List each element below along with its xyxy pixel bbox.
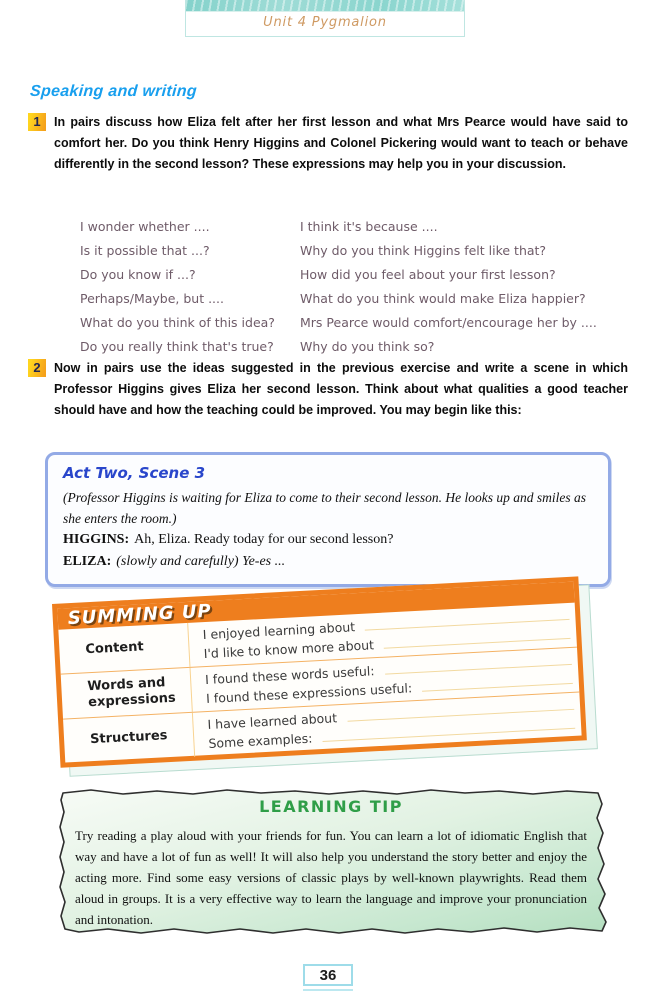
exercise-2-number-badge: 2 [28, 359, 46, 377]
row-label: Structures [63, 713, 195, 764]
dialogue-text: Ah, Eliza. Ready today for our second lesson? [134, 532, 394, 547]
learning-tip-title: LEARNING TIP [259, 797, 403, 816]
expression-item: What do you think would make Eliza happier? [300, 291, 586, 306]
expression-item: Is it possible that ...? [80, 243, 210, 258]
dialogue-line [63, 529, 593, 551]
expression-item: I think it's because .... [300, 219, 438, 234]
summing-up-card [52, 576, 587, 767]
summing-up-table [58, 600, 581, 764]
unit-title: Unit 4 Pygmalion [263, 15, 387, 30]
expression-item: How did you feel about your first lesson? [300, 267, 556, 282]
exercise-1-number-badge: 1 [28, 113, 46, 131]
summing-up-title: SUMMING UP [67, 600, 213, 630]
expression-item: Why do you think so? [300, 339, 435, 354]
expressions-list-right [300, 215, 597, 359]
exercise-1 [28, 112, 628, 175]
exercise-2 [28, 358, 628, 421]
expression-item: Do you really think that's true? [80, 339, 274, 354]
expressions-list-left [80, 215, 275, 359]
dialogue-speaker: ELIZA: [63, 554, 112, 569]
unit-header [185, 0, 465, 37]
row-label: Content [58, 623, 190, 674]
row-line-text: Some examples: [208, 730, 313, 751]
page-number: 36 [303, 964, 353, 986]
row-line-text: I found these words useful: [204, 663, 375, 688]
learning-tip-content [75, 792, 587, 930]
expression-item: Do you know if ...? [80, 267, 196, 282]
dialogue-line [63, 551, 593, 573]
expression-item: I wonder whether .... [80, 219, 210, 234]
expression-item: Perhaps/Maybe, but .... [80, 291, 224, 306]
row-line-text: I'd like to know more about [203, 637, 375, 662]
row-line-text: I have learned about [207, 710, 338, 733]
learning-tip-body: Try reading a play aloud with your friends for fun. You can learn a lot of idiomatic English that way and have a lot of fun as well! It will also help you understand the story better and enjoy the acting more. Find some easy versions of classic plays by well-known playwrights. Read them aloud in groups. It is a very effective way to learn the language and improve your pronunciation and intonation. [75, 828, 587, 927]
row-line-text: I found these expressions useful: [205, 680, 413, 707]
row-label: Words and expressions [61, 668, 193, 719]
exercise-2-instructions: Now in pairs use the ideas suggested in the previous exercise and write a scene in which Professor Higgins gives Eliza her second lesson. Think about what qualities a good teacher should have and how the teaching could be improved. You may begin like this: [54, 361, 628, 417]
section-heading: Speaking and writing [29, 83, 198, 100]
row-line-text: I enjoyed learning about [202, 619, 356, 643]
exercise-1-instructions: In pairs discuss how Eliza felt after her first lesson and what Mrs Pearce would have said to comfort her. Do you think Henry Higgins and Colonel Pickering would want to teach or behave differently in the second lesson? These expressions may help you in your discussion. [54, 115, 628, 171]
expression-item: Why do you think Higgins felt like that? [300, 243, 547, 258]
dialogue-text: (slowly and carefully) Ye-es ... [116, 554, 286, 569]
stage-direction: (Professor Higgins is waiting for Eliza to come to their second lesson. He looks up and smiles as she enters the room.) [63, 490, 586, 526]
expression-item: Mrs Pearce would comfort/encourage her by .... [300, 315, 597, 330]
scene-title: Act Two, Scene 3 [63, 464, 206, 482]
unit-header-band [186, 0, 464, 12]
dialogue-speaker: HIGGINS: [63, 532, 130, 547]
learning-tip-box [55, 786, 622, 938]
expression-item: What do you think of this idea? [80, 315, 275, 330]
scene-box [45, 452, 611, 587]
